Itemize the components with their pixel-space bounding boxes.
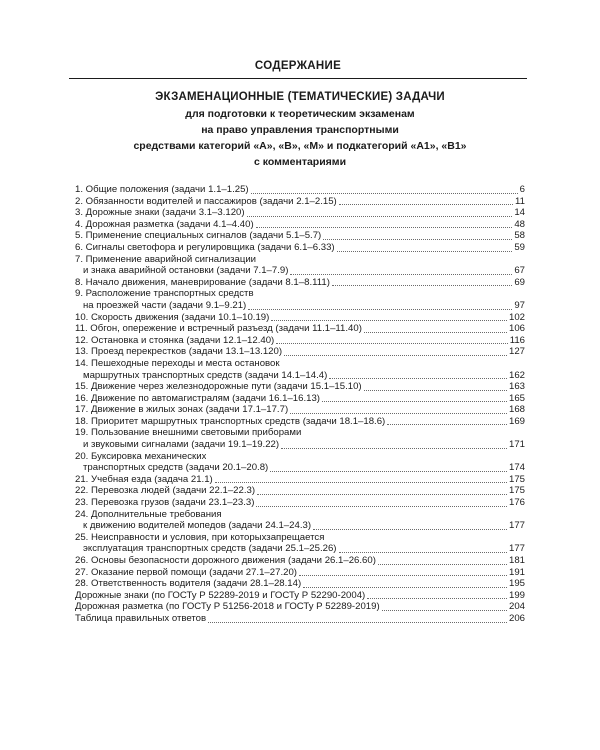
dot-leader: [284, 355, 507, 356]
toc-entry-label: 19. Пользование внешними световыми приборами: [75, 427, 302, 439]
dot-leader: [332, 285, 512, 286]
toc-entry-label: Таблица правильных ответов: [75, 612, 207, 624]
toc-entry-label: 5. Применение специальных сигналов (задачи 5.1–5.7): [75, 230, 322, 242]
toc-entry[interactable]: [75, 439, 525, 451]
dot-leader: [337, 251, 513, 252]
dot-leader: [270, 471, 507, 472]
toc-entry-label: 9. Расположение транспортных средств: [75, 288, 254, 300]
dot-leader: [281, 448, 507, 449]
toc-entry-page-number: 106: [508, 323, 525, 335]
toc-entry-page-number: 67: [514, 265, 525, 277]
toc-entry-page-number: 181: [508, 555, 525, 566]
toc-entry[interactable]: [75, 509, 525, 521]
dot-leader: [339, 552, 507, 553]
section-title: ЭКЗАМЕНАЦИОННЫЕ (ТЕМАТИЧЕСКИЕ) ЗАДАЧИ: [155, 91, 445, 103]
toc-entry[interactable]: [75, 254, 525, 266]
toc-entry-label: 4. Дорожная разметка (задачи 4.1–4.40): [75, 218, 254, 230]
toc-entry-label: 12. Остановка и стоянка (задачи 12.1–12.40): [75, 334, 275, 346]
toc-entry-page-number: 127: [508, 346, 525, 358]
toc-entry-label: 6. Сигналы светофора и регулировщика (задачи 6.1–6.33): [75, 241, 335, 253]
table-of-contents: [75, 184, 525, 625]
toc-entry[interactable]: [75, 462, 525, 474]
toc-entry-page-number: 176: [508, 497, 525, 509]
toc-entry[interactable]: [75, 497, 525, 509]
dot-leader: [256, 227, 513, 228]
toc-entry-label: 2. Обязанности водителей и пассажиров (задачи 2.1–2.15): [75, 195, 337, 207]
toc-entry[interactable]: [75, 207, 525, 219]
dot-leader: [251, 193, 518, 194]
dot-leader: [323, 239, 512, 240]
subtitle-line-2: на право управления транспортными: [201, 124, 399, 136]
toc-entry-page-number: 195: [508, 578, 525, 590]
toc-entry[interactable]: [75, 393, 525, 405]
toc-entry[interactable]: [75, 427, 525, 439]
toc-entry-page-number: 11: [515, 195, 525, 207]
toc-entry-label: Дорожная разметка (по ГОСТу Р 51256-2018 и ГОСТу Р 52289-2019): [75, 601, 380, 613]
toc-entry-label: на проезжей части (задачи 9.1–9.21): [83, 299, 247, 311]
toc-entry[interactable]: [75, 265, 525, 277]
toc-entry[interactable]: [75, 543, 525, 555]
toc-entry-page-number: 14: [514, 207, 525, 219]
dot-leader: [256, 506, 507, 507]
dot-leader: [364, 332, 507, 333]
toc-entry-page-number: 191: [508, 566, 525, 578]
toc-entry-page-number: 169: [508, 415, 525, 427]
toc-entry-page-number: 206: [508, 612, 525, 624]
subtitle-line-4: с комментариями: [253, 156, 347, 168]
toc-entry-label: 16. Движение по автомагистралям (задачи 16.1–16.13): [75, 392, 320, 404]
toc-entry[interactable]: [75, 300, 525, 312]
dot-leader: [313, 529, 507, 530]
toc-entry-label: 26. Основы безопасности дорожного движения (задачи 26.1–26.60): [75, 555, 376, 566]
toc-entry-page-number: 177: [508, 543, 525, 555]
toc-entry-page-number: 204: [508, 601, 525, 613]
toc-entry-label: 24. Дополнительные требования: [75, 508, 222, 520]
toc-entry[interactable]: [75, 532, 525, 544]
toc-entry-label: маршрутных транспортных средств (задачи 14.1–14.4): [83, 369, 328, 381]
dot-leader: [290, 413, 507, 414]
toc-entry-label: 17. Движение в жилых зонах (задачи 17.1–17.7): [75, 404, 289, 416]
toc-entry-page-number: 58: [514, 230, 525, 242]
toc-entry-label: 3. Дорожные знаки (задачи 3.1–3.120): [75, 207, 245, 219]
toc-entry-label: 10. Скорость движения (задачи 10.1–10.19): [75, 311, 270, 323]
dot-leader: [329, 378, 507, 379]
toc-entry-label: транспортных средств (задачи 20.1–20.8): [83, 462, 269, 474]
page-header: СОДЕРЖАНИЕ: [254, 60, 342, 72]
toc-entry[interactable]: [75, 277, 525, 289]
subtitle-line-1: для подготовки к теоретическим экзаменам: [185, 108, 415, 120]
toc-entry[interactable]: [75, 404, 525, 416]
dot-leader: [364, 390, 507, 391]
dot-leader: [382, 610, 507, 611]
toc-entry[interactable]: [75, 555, 525, 567]
toc-entry[interactable]: [75, 451, 525, 463]
toc-entry-page-number: 199: [508, 589, 525, 601]
toc-entry-label: 15. Движение через железнодорожные пути (задачи 15.1–15.10): [75, 381, 362, 393]
toc-entry[interactable]: [75, 370, 525, 382]
toc-entry-label: 28. Ответственность водителя (задачи 28.1–28.14): [75, 578, 302, 590]
toc-entry-page-number: 97: [514, 299, 525, 311]
dot-leader: [276, 343, 507, 344]
toc-entry[interactable]: [75, 323, 525, 335]
toc-entry-label: эксплуатация транспортных средств (задачи 25.1–25.26): [83, 543, 337, 555]
toc-entry[interactable]: [75, 346, 525, 358]
toc-entry[interactable]: [75, 219, 525, 231]
toc-entry-page-number: 102: [508, 311, 525, 323]
toc-entry-page-number: 175: [508, 485, 525, 497]
toc-entry[interactable]: [75, 242, 525, 254]
toc-entry-page-number: 69: [514, 276, 525, 288]
toc-entry-label: 20. Буксировка механических: [75, 450, 207, 462]
toc-entry[interactable]: [75, 381, 525, 393]
toc-entry[interactable]: [75, 416, 525, 428]
dot-leader: [208, 622, 507, 623]
toc-entry-label: 22. Перевозка людей (задачи 22.1–22.3): [75, 485, 256, 497]
toc-entry-page-number: 48: [514, 218, 525, 230]
toc-entry-label: 27. Оказание первой помощи (задачи 27.1–27.20): [75, 566, 297, 578]
toc-entry[interactable]: [75, 288, 525, 300]
toc-entry-label: 23. Перевозка грузов (задачи 23.1–23.3): [75, 497, 255, 509]
toc-entry-label: 1. Общие положения (задачи 1.1–1.25): [75, 184, 249, 195]
toc-entry[interactable]: [75, 312, 525, 324]
toc-entry-label: и знака аварийной остановки (задачи 7.1–7.9): [83, 265, 289, 277]
dot-leader: [215, 482, 507, 483]
toc-entry-label: к движению водителей мопедов (задачи 24.1–24.3): [83, 520, 312, 532]
dot-leader: [378, 564, 507, 565]
dot-leader: [257, 494, 507, 495]
toc-entry[interactable]: [75, 520, 525, 532]
dot-leader: [303, 587, 507, 588]
toc-entry-label: 7. Применение аварийной сигнализации: [75, 253, 257, 265]
dot-leader: [290, 274, 512, 275]
toc-entry-label: 21. Учебная езда (задача 21.1): [75, 473, 213, 485]
toc-entry-page-number: 175: [508, 473, 525, 485]
section-title-block: [75, 89, 525, 170]
dot-leader: [322, 401, 507, 402]
toc-entry-page-number: 116: [509, 334, 525, 346]
toc-entry-page-number: 168: [508, 404, 525, 416]
toc-entry-label: 14. Пешеходные переходы и места остановок: [75, 357, 280, 369]
toc-entry-page-number: 59: [514, 241, 525, 253]
toc-entry[interactable]: [75, 230, 525, 242]
toc-entry[interactable]: [75, 358, 525, 370]
toc-entry-label: 25. Неисправности и условия, при которыхзапрещается: [75, 531, 325, 543]
toc-entry[interactable]: [75, 335, 525, 347]
dot-leader: [247, 216, 513, 217]
toc-entry-label: Дорожные знаки (по ГОСТу Р 52289-2019 и ГОСТу Р 52290-2004): [75, 589, 366, 601]
toc-entry-label: 13. Проезд перекрестков (задачи 13.1–13.120): [75, 346, 283, 358]
toc-entry[interactable]: [75, 601, 525, 613]
dot-leader: [271, 320, 507, 321]
toc-entry-label: 18. Приоритет маршрутных транспортных средств (задачи 18.1–18.6): [75, 415, 386, 427]
toc-entry[interactable]: [75, 184, 525, 196]
toc-entry[interactable]: [75, 474, 525, 486]
toc-entry-page-number: 6: [519, 184, 525, 195]
toc-entry[interactable]: [75, 485, 525, 497]
toc-entry-page-number: 171: [508, 439, 525, 451]
dot-leader: [339, 204, 513, 205]
dot-leader: [248, 309, 512, 310]
dot-leader: [387, 424, 507, 425]
toc-entry[interactable]: [75, 613, 525, 625]
toc-entry[interactable]: [75, 196, 525, 208]
toc-entry[interactable]: [75, 567, 525, 579]
toc-entry-label: и звуковыми сигналами (задачи 19.1–19.22): [83, 439, 280, 451]
dot-leader: [299, 575, 507, 576]
toc-entry[interactable]: [75, 578, 525, 590]
toc-entry[interactable]: [75, 590, 525, 602]
toc-entry-page-number: 162: [508, 369, 525, 381]
toc-entry-page-number: 165: [508, 392, 525, 404]
toc-entry-label: 8. Начало движения, маневрирование (задачи 8.1–8.111): [75, 276, 330, 288]
subtitle-line-3: средствами категорий «А», «В», «М» и подкатегорий «А1», «В1»: [133, 140, 467, 152]
dot-leader: [367, 598, 507, 599]
toc-entry-label: 11. Обгон, опережение и встречный разъезд (задачи 11.1–11.40): [75, 323, 362, 335]
toc-entry-page-number: 163: [508, 381, 525, 393]
toc-entry-page-number: 177: [508, 520, 525, 532]
toc-entry-page-number: 174: [508, 462, 525, 474]
header-divider: [69, 78, 527, 79]
